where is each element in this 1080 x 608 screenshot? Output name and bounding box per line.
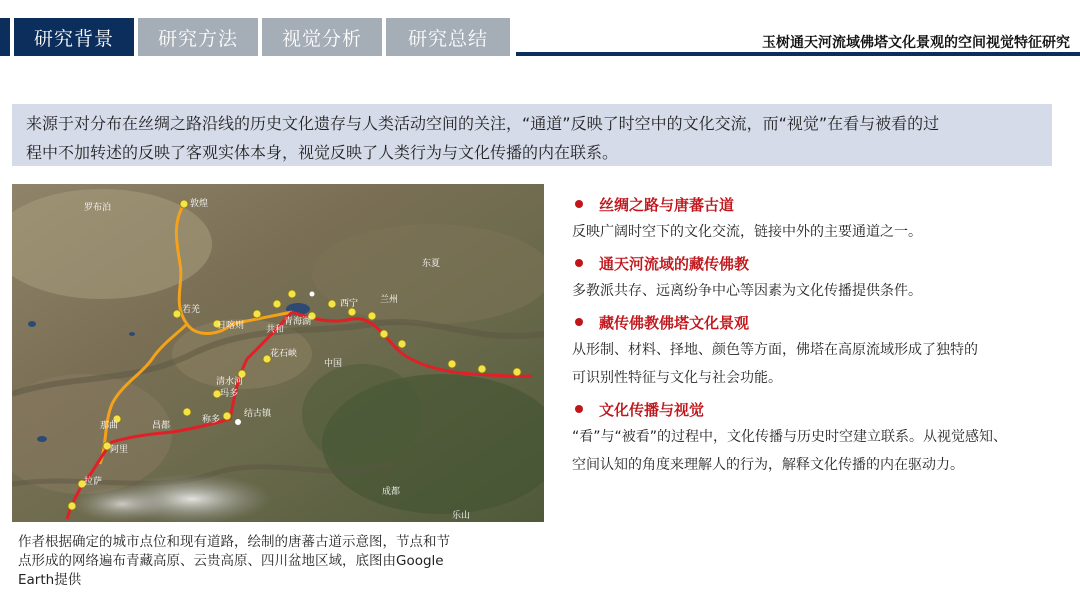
map-label-huashixia: 花石峡	[270, 349, 298, 359]
bullet-icon	[575, 318, 583, 326]
map-label-leshan: 乐山	[452, 511, 471, 521]
bullet-icon	[575, 405, 583, 413]
map-label-chengdu: 成都	[382, 487, 401, 497]
topic-title: 藏传佛教佛塔文化景观	[599, 313, 750, 332]
topic-desc-line: 反映广阔时空下的文化交流，链接中外的主要通道之一。	[572, 224, 922, 240]
caption-line-2: 点形成的网络遍布青藏高原、云贵高原、四川盆地区域，底图由Google	[18, 553, 444, 569]
topic-description	[572, 423, 1062, 479]
map-label-qingshuihe: 清水河	[216, 377, 244, 387]
topic-title: 丝绸之路与唐蕃古道	[599, 195, 735, 214]
map-label-shigatse: 日喀则	[217, 321, 245, 331]
map-label-lop-nur: 罗布泊	[84, 203, 112, 213]
map-label-changdu: 昌都	[152, 421, 171, 431]
map-label-dunhuang: 敦煌	[190, 199, 209, 209]
topic-description	[572, 277, 1062, 305]
map-label-jiegu: 结古镇	[244, 409, 272, 419]
tab-research-background[interactable]: 研究背景	[14, 18, 134, 56]
map-label-dongxia: 东夏	[422, 259, 441, 269]
topic-desc-line: 空间认知的角度来理解人的行为，解释文化传播的内在驱动力。	[572, 457, 964, 473]
topic-heading	[572, 395, 1062, 423]
topic-desc-line: 可识别性特征与文化与社会功能。	[572, 370, 782, 386]
map-label-maduo: 玛多	[220, 389, 239, 399]
intro-line-1: 来源于对分布在丝绸之路沿线的历史文化遗存与人类活动空间的关注，“通道”反映了时空中的文化交流，而“视觉”在看与被看的过	[26, 114, 940, 133]
bullet-icon	[575, 259, 583, 267]
page-title: 玉树通天河流域佛塔文化景观的空间视觉特征研究	[762, 35, 1070, 51]
topic-heading	[572, 190, 1062, 218]
header-accent-bar	[0, 18, 10, 56]
map-label-ruoqiang: 若羌	[182, 305, 201, 315]
caption-line-1: 作者根据确定的城市点位和现有道路，绘制的唐蕃古道示意图，节点和节	[18, 534, 450, 550]
topic-heading	[572, 249, 1062, 277]
map-caption	[18, 533, 538, 590]
bullet-icon	[575, 200, 583, 208]
map-label-chenduo: 称多	[202, 415, 221, 425]
map-label-ali: 阿里	[110, 445, 129, 455]
map-label-naqu: 那曲	[100, 421, 119, 431]
map-label-xining: 西宁	[340, 299, 359, 309]
map-label-gonghe: 共和	[266, 325, 285, 335]
topic-desc-line: “看”与“被看”的过程中，文化传播与历史时空建立联系。从视觉感知、	[572, 429, 1008, 445]
caption-line-3: Earth提供	[18, 572, 82, 588]
topic-desc-line: 从形制、材料、择地、颜色等方面，佛塔在高原流域形成了独特的	[572, 342, 978, 358]
tab-visual-analysis[interactable]: 视觉分析	[262, 18, 382, 56]
intro-line-2: 程中不加转述的反映了客观实体本身，视觉反映了人类行为与文化传播的内在联系。	[26, 143, 619, 162]
tab-research-method[interactable]: 研究方法	[138, 18, 258, 56]
topic-desc-line: 多教派共存、远离纷争中心等因素为文化传播提供条件。	[572, 283, 922, 299]
topic-title: 文化传播与视觉	[599, 400, 705, 419]
topic-description	[572, 336, 1062, 392]
topic-list	[572, 190, 1062, 482]
intro-box	[12, 104, 1052, 166]
tab-research-summary[interactable]: 研究总结	[386, 18, 510, 56]
topic-description	[572, 218, 1062, 246]
route-map	[12, 184, 544, 522]
header-rule	[516, 52, 1080, 56]
map-label-china: 中国	[324, 359, 343, 369]
map-label-lanzhou: 兰州	[380, 295, 399, 305]
topic-title: 通天河流域的藏传佛教	[599, 254, 750, 273]
topic-heading	[572, 308, 1062, 336]
map-label-lhasa: 拉萨	[84, 477, 103, 487]
map-label-qinghai-lake: 青海湖	[284, 317, 312, 327]
